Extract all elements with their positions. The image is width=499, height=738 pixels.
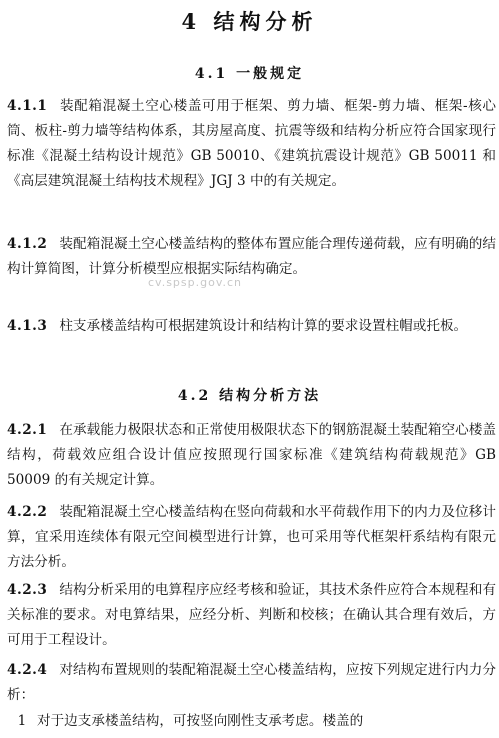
list-item-text: 对于边支承楼盖结构，可按竖向刚性支承考虑。楼盖的 [37, 713, 364, 729]
clause-text: 在承载能力极限状态和正常使用极限状态下的钢筋混凝土装配箱空心楼盖结构，荷载效应组合设计值应按照现行国家标准《建筑结构荷载规范》GB 50009 的有关规定计算。 [7, 422, 496, 488]
clause-number: 4.1.3 [7, 318, 48, 334]
clause-text: 对结构布置规则的装配箱混凝土空心楼盖结构，应按下列规定进行内力分析： [7, 662, 496, 703]
clause-text: 装配箱混凝土空心楼盖结构在竖向荷载和水平荷载作用下的内力及位移计算，宜采用连续体有限元空间模型进行计算，也可采用等代框架杆系结构有限元方法分析。 [7, 504, 496, 570]
clause-number: 4.1.2 [7, 236, 48, 252]
list-item-number: 1 [17, 713, 27, 729]
chapter-title: 4 结构分析 [181, 9, 318, 34]
clause-4-2-3 [7, 578, 496, 653]
clause-4-1-3 [7, 314, 496, 339]
clause-text: 柱支承楼盖结构可根据建筑设计和结构计算的要求设置柱帽或托板。 [59, 318, 468, 334]
clause-text: 装配箱混凝土空心楼盖可用于框架、剪力墙、框架-剪力墙、框架-核心筒、板柱-剪力墙等结构体系，其房屋高度、抗震等级和结构分析应符合国家现行标准《混凝土结构设计规范》GB 50010、《建筑抗震设计规范》GB 50011 和《高层建筑混凝土结构技术规程》JGJ 3 中的有关规定。 [7, 98, 496, 189]
clause-4-2-4 [7, 658, 496, 708]
clause-4-2-1 [7, 418, 496, 493]
clause-number: 4.1.1 [7, 98, 48, 114]
section-title-4-1: 4.1 一般规定 [194, 66, 305, 82]
clause-4-1-1 [7, 94, 496, 194]
list-item-1 [7, 709, 496, 734]
clause-4-1-2 [7, 232, 496, 282]
clause-number: 4.2.3 [7, 582, 48, 598]
section-title-4-2: 4.2 结构分析方法 [177, 388, 322, 404]
clause-number: 4.2.2 [7, 504, 48, 520]
clause-number: 4.2.1 [7, 422, 48, 438]
clause-4-2-2 [7, 500, 496, 575]
clause-number: 4.2.4 [7, 662, 48, 678]
clause-text: 装配箱混凝土空心楼盖结构的整体布置应能合理传递荷载，应有明确的结构计算简图，计算分析模型应根据实际结构确定。 [7, 236, 496, 277]
clause-text: 结构分析采用的电算程序应经考核和验证，其技术条件应符合本规程和有关标准的要求。对电算结果，应经分析、判断和校核；在确认其合理有效后，方可用于工程设计。 [7, 582, 496, 648]
watermark: cv.spsp.gov.cn [148, 276, 243, 289]
